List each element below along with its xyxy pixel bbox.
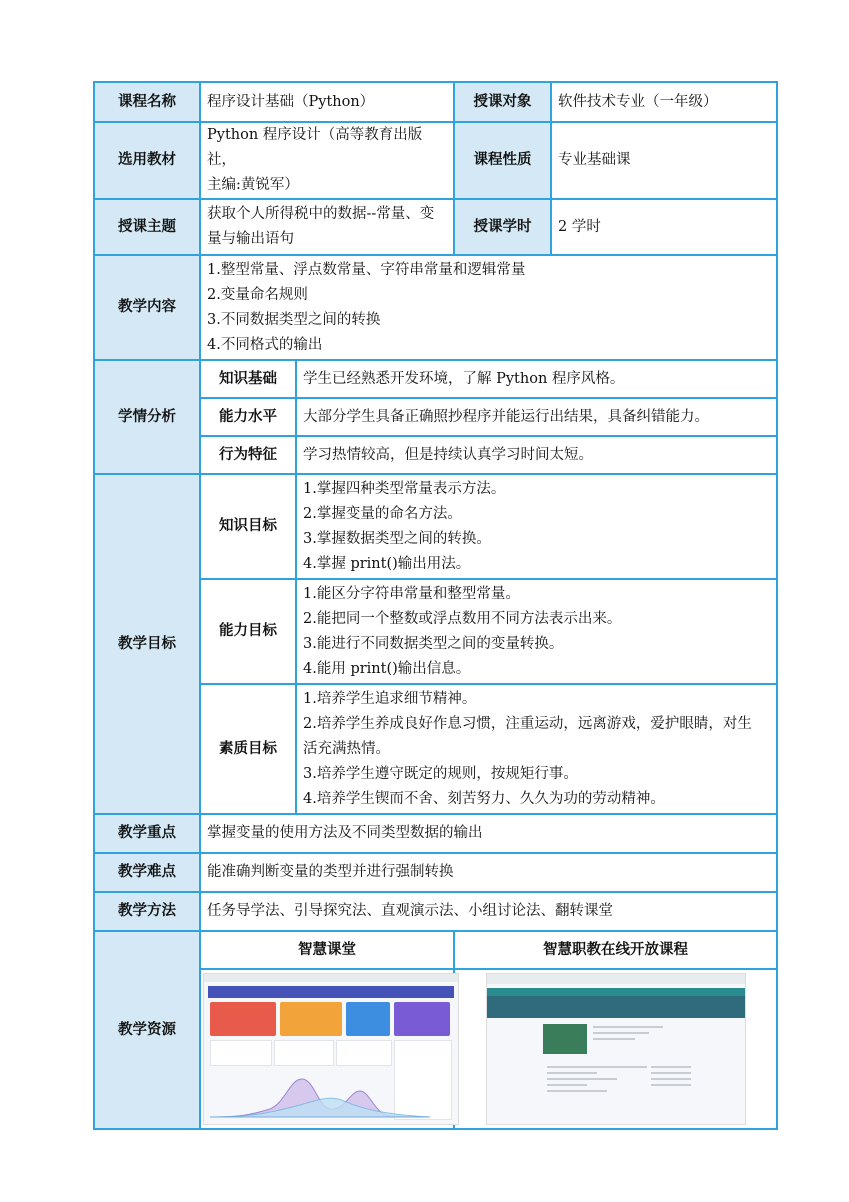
textbook-line: Python 程序设计（高等教育出版社， [207,127,423,168]
objective-item: 2.掌握变量的命名方法。 [303,505,462,522]
objectives-label: 教学目标 [94,474,200,814]
methods-label: 教学方法 [94,892,200,931]
dashboard-card [394,1002,450,1036]
resources-col1-title: 智慧课堂 [200,931,454,969]
dashboard-card [280,1002,342,1036]
objective-item: 3.培养学生遵守既定的规则，按规矩行事。 [303,765,578,782]
course-side-lines [651,1066,691,1090]
row-analysis [94,360,777,398]
analysis-sub-label: 知识基础 [200,360,296,398]
analysis-sub-label: 行为特征 [200,436,296,474]
row-methods [94,892,777,931]
row-resources [94,931,777,969]
objective-item: 4.掌握 print()输出用法。 [303,555,471,572]
difficulties-value: 能准确判断变量的类型并进行强制转换 [200,853,777,892]
objective-sub-value [296,579,777,684]
objective-item: 3.能进行不同数据类型之间的变量转换。 [303,635,564,652]
dashboard-panel [274,1040,334,1066]
content-item: 1.整型常量、浮点数常量、字符串常量和逻辑常量 [207,261,526,278]
content-item: 4.不同格式的输出 [207,336,323,353]
objective-item: 1.能区分字符串常量和整型常量。 [303,585,520,602]
online-course-screenshot [486,973,746,1125]
analysis-sub-value: 学习热情较高，但是持续认真学习时间太短。 [296,436,777,474]
content-label: 教学内容 [94,255,200,360]
audience-label: 授课对象 [454,82,551,122]
row-difficulties [94,853,777,892]
audience-value: 软件技术专业（一年级） [551,82,777,122]
smart-classroom-screenshot [203,973,459,1125]
topic-value [200,199,454,255]
row-textbook [94,122,777,199]
topic-line: 量与输出语句 [207,231,294,247]
hours-label: 授课学时 [454,199,551,255]
row-course-name [94,82,777,122]
objective-item: 活充满热情。 [303,740,390,757]
smart-classroom-screenshot-cell [200,969,454,1129]
objective-item: 3.掌握数据类型之间的转换。 [303,530,491,547]
dashboard-card [210,1002,276,1036]
course-outline-lines [547,1066,647,1096]
nature-value: 专业基础课 [551,122,777,199]
course-name-value: 程序设计基础（Python） [200,82,454,122]
key-points-label: 教学重点 [94,814,200,853]
dashboard-panel [336,1040,392,1066]
online-course-screenshot-cell [454,969,777,1129]
analysis-label: 学情分析 [94,360,200,474]
content-value [200,255,777,360]
textbook-value [200,122,454,199]
nature-label: 课程性质 [454,122,551,199]
objective-item: 4.能用 print()输出信息。 [303,660,471,677]
row-objectives [94,474,777,579]
activity-chart-thumbnail [210,1069,430,1119]
resources-label: 教学资源 [94,931,200,1129]
row-content [94,255,777,360]
objective-item: 2.培养学生养成良好作息习惯，注重运动，远离游戏，爱护眼睛，对生 [303,715,752,732]
textbook-label: 选用教材 [94,122,200,199]
dashboard-panel [210,1040,272,1066]
course-name-label: 课程名称 [94,82,200,122]
resources-col2-title: 智慧职教在线开放课程 [454,931,777,969]
objective-sub-label: 能力目标 [200,579,296,684]
site-nav [487,988,745,996]
topic-label: 授课主题 [94,199,200,255]
objective-sub-value [296,474,777,579]
dashboard-card [346,1002,390,1036]
objective-item: 2.能把同一个整数或浮点数用不同方法表示出来。 [303,610,622,627]
hours-value: 2 学时 [551,199,777,255]
content-item: 3.不同数据类型之间的转换 [207,311,381,328]
objective-item: 4.培养学生锲而不舍、刻苦努力、久久为功的劳动精神。 [303,790,665,807]
site-banner [487,996,745,1018]
objective-sub-label: 知识目标 [200,474,296,579]
app-header [208,986,454,998]
lesson-plan-table [93,81,778,1130]
topic-line: 获取个人所得税中的数据--常量、变 [207,206,435,222]
course-thumbnail [543,1024,587,1054]
key-points-value: 掌握变量的使用方法及不同类型数据的输出 [200,814,777,853]
objective-item: 1.培养学生追求细节精神。 [303,690,477,707]
browser-bar [204,974,458,982]
row-topic [94,199,777,255]
analysis-sub-value: 学生已经熟悉开发环境，了解 Python 程序风格。 [296,360,777,398]
methods-value: 任务导学法、引导探究法、直观演示法、小组讨论法、翻转课堂 [200,892,777,931]
textbook-line: 主编:黄锐军） [207,177,299,193]
content-item: 2.变量命名规则 [207,286,308,303]
objective-sub-value [296,684,777,814]
analysis-sub-label: 能力水平 [200,398,296,436]
difficulties-label: 教学难点 [94,853,200,892]
browser-bar [487,974,745,984]
objective-sub-label: 素质目标 [200,684,296,814]
analysis-sub-value: 大部分学生具备正确照抄程序并能运行出结果，具备纠错能力。 [296,398,777,436]
objective-item: 1.掌握四种类型常量表示方法。 [303,480,506,497]
row-key-points [94,814,777,853]
course-info-lines [593,1026,663,1044]
